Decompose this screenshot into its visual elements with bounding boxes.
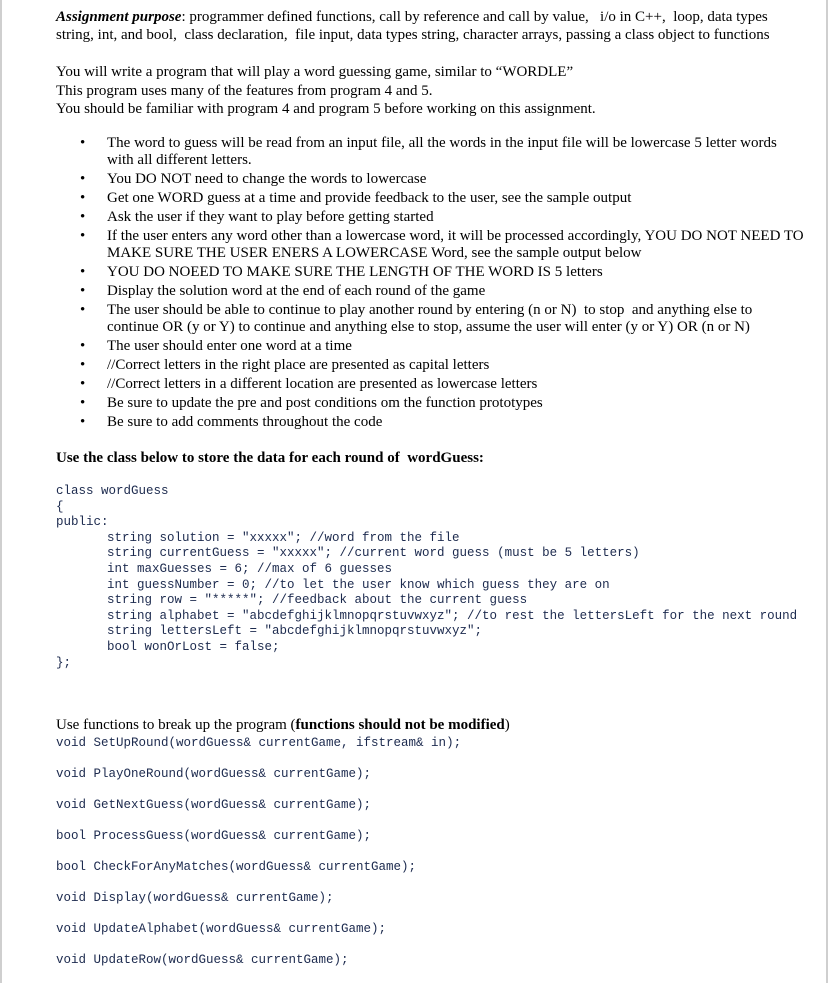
list-item: [2, 302, 828, 336]
list-item: [2, 376, 828, 393]
list-item-text: The user should enter one word at a time: [107, 338, 352, 354]
list-item-text: The user should be able to continue to play another round by entering (n or N) to stop and anything else to continue OR (y or Y) to continue and anything else to stop, assume the user will enter (y or Y) OR (n or N): [107, 302, 753, 335]
code-line: string lettersLeft = "abcdefghijklmnopqrstuvwxyz";: [107, 624, 483, 639]
functions-section-heading: [56, 717, 510, 734]
list-item-text: YOU DO NOEED TO MAKE SURE THE LENGTH OF THE WORD IS 5 letters: [107, 264, 603, 280]
list-item-text: Be sure to update the pre and post conditions om the function prototypes: [107, 395, 543, 411]
function-prototype: bool ProcessGuess(wordGuess& currentGame);: [56, 829, 372, 843]
function-prototype: void PlayOneRound(wordGuess& currentGame);: [56, 767, 372, 781]
bullet-icon: •: [80, 190, 86, 206]
code-line: };: [56, 655, 72, 670]
bullet-icon: •: [80, 171, 86, 187]
bullet-icon: •: [80, 338, 86, 354]
bullet-icon: •: [80, 209, 86, 225]
code-line: string alphabet = "abcdefghijklmnopqrstuvwxyz"; //to rest the lettersLeft for the next round: [107, 608, 798, 623]
list-item: [2, 171, 828, 188]
function-prototype: void SetUpRound(wordGuess& currentGame, ifstream& in);: [56, 736, 462, 750]
intro-line: You will write a program that will play a word guessing game, similar to “WORDLE”: [56, 64, 574, 80]
list-item: [2, 228, 828, 262]
code-line: public:: [56, 515, 109, 530]
list-item-text: You DO NOT need to change the words to lowercase: [107, 171, 427, 187]
assignment-purpose-label: Assignment purpose: [56, 9, 182, 25]
code-line: int maxGuesses = 6; //max of 6 guesses: [107, 561, 393, 576]
bullet-icon: •: [80, 302, 86, 318]
list-item-text: //Correct letters in the right place are presented as capital letters: [107, 357, 490, 373]
functions-heading-suffix: ): [504, 717, 510, 733]
code-line: string row = "*****"; //feedback about the current guess: [107, 593, 528, 608]
functions-heading-bold: functions should not be modified: [295, 717, 505, 733]
bullet-icon: •: [80, 376, 86, 392]
intro-paragraph: [56, 63, 804, 119]
list-item-text: The word to guess will be read from an input file, all the words in the input file will be lowercase 5 letter words with all different letters.: [107, 135, 777, 168]
class-code-block: [56, 484, 797, 671]
list-item-text: Be sure to add comments throughout the code: [107, 414, 383, 430]
bullet-icon: •: [80, 228, 86, 244]
requirements-list: [2, 135, 828, 433]
list-item: [2, 135, 828, 169]
bullet-icon: •: [80, 264, 86, 280]
function-prototypes: [56, 736, 461, 984]
list-item: [2, 283, 828, 300]
code-line: string currentGuess = "xxxxx"; //current word guess (must be 5 letters): [107, 546, 640, 561]
function-prototype: void UpdateRow(wordGuess& currentGame);: [56, 953, 349, 967]
code-line: int guessNumber = 0; //to let the user know which guess they are on: [107, 577, 610, 592]
function-prototype: void UpdateAlphabet(wordGuess& currentGame);: [56, 922, 387, 936]
code-line: bool wonOrLost = false;: [107, 639, 280, 654]
function-prototype: void Display(wordGuess& currentGame);: [56, 891, 334, 905]
list-item: [2, 414, 828, 431]
assignment-purpose: [56, 9, 804, 44]
bullet-icon: •: [80, 357, 86, 373]
class-section-heading: Use the class below to store the data for each round of wordGuess:: [56, 450, 484, 466]
list-item: [2, 209, 828, 226]
list-item: [2, 190, 828, 207]
list-item: [2, 395, 828, 412]
code-line: {: [56, 499, 64, 514]
bullet-icon: •: [80, 395, 86, 411]
function-prototype: void GetNextGuess(wordGuess& currentGame);: [56, 798, 372, 812]
list-item-text: Display the solution word at the end of each round of the game: [107, 283, 486, 299]
bullet-icon: •: [80, 283, 86, 299]
list-item-text: //Correct letters in a different location are presented as lowercase letters: [107, 376, 538, 392]
list-item: [2, 357, 828, 374]
bullet-icon: •: [80, 135, 86, 151]
list-item: [2, 264, 828, 281]
list-item-text: If the user enters any word other than a lowercase word, it will be processed accordingly, YOU DO NOT NEED TO MAKE SURE THE USER ENERS A LOWERCASE Word, see the sample output below: [107, 228, 804, 261]
function-prototype: bool CheckForAnyMatches(wordGuess& currentGame);: [56, 860, 417, 874]
code-line: class wordGuess: [56, 484, 169, 498]
intro-line: You should be familiar with program 4 and program 5 before working on this assignment.: [56, 101, 596, 117]
assignment-purpose-text: : programmer defined functions, call by reference and call by value, i/o in C++, loop, data types string, int, and bool, class declaration, file input, data types string, character arrays, passing a class object to functions: [56, 9, 770, 43]
intro-line: This program uses many of the features from program 4 and 5.: [56, 82, 433, 99]
list-item-text: Get one WORD guess at a time and provide feedback to the user, see the sample output: [107, 190, 632, 206]
list-item: [2, 338, 828, 355]
code-line: string solution = "xxxxx"; //word from the file: [107, 530, 460, 545]
bullet-icon: •: [80, 414, 86, 430]
functions-heading-prefix: Use functions to break up the program (: [56, 717, 296, 733]
list-item-text: Ask the user if they want to play before getting started: [107, 209, 434, 225]
